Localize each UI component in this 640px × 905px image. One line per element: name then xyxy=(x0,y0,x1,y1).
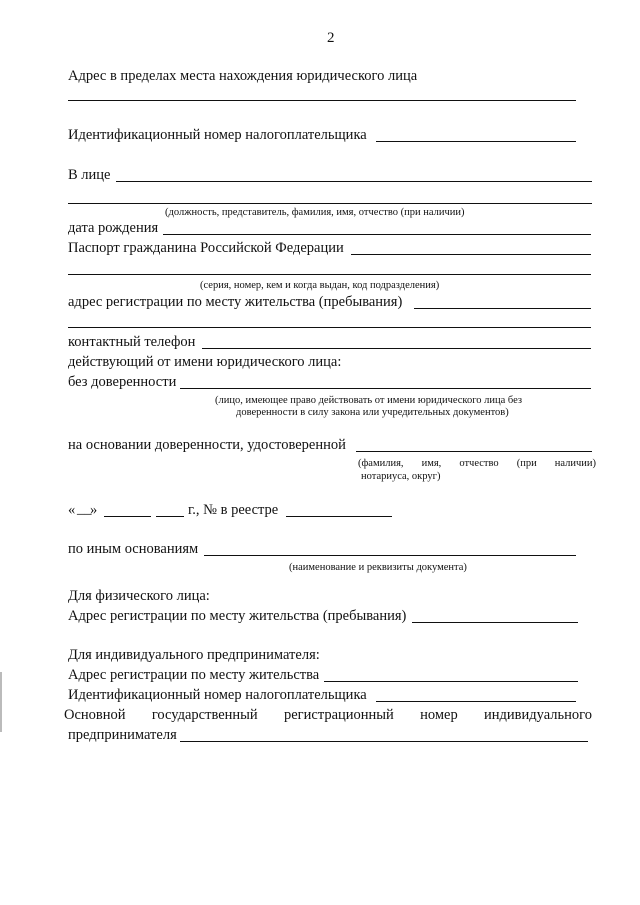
poa-registry-label: г., № в реестре xyxy=(188,502,279,518)
poa-date-open: « xyxy=(68,502,76,518)
legal-address-field[interactable] xyxy=(68,100,576,101)
page-number: 2 xyxy=(327,30,335,46)
poa-caption-line2: нотариуса, округ) xyxy=(361,471,441,482)
poa-date-year-field[interactable] xyxy=(156,516,184,517)
passport-label: Паспорт гражданина Российской Федерации xyxy=(68,240,344,256)
individual-heading: Для физического лица: xyxy=(68,588,210,604)
ogrnip-word: Основной xyxy=(64,707,126,723)
poa-caption-word: (фамилия, xyxy=(358,458,404,469)
poa-label: на основании доверенности, удостоверенной xyxy=(68,437,346,453)
in-person-field[interactable] xyxy=(116,181,592,182)
no-poa-caption-line1: (лицо, имеющее право действовать от имени юридического лица без xyxy=(215,395,523,406)
entrepreneur-address-field[interactable] xyxy=(324,681,578,682)
acting-label: действующий от имени юридического лица: xyxy=(68,354,342,370)
ogrnip-word: регистрационный xyxy=(283,707,394,723)
poa-caption-line1 xyxy=(358,457,596,470)
entrepreneur-inn-label: Идентификационный номер налогоплательщика xyxy=(68,687,367,703)
rep-address-label: адрес регистрации по месту жительства (пребывания) xyxy=(68,294,403,310)
inn-field[interactable] xyxy=(376,141,576,142)
entrepreneur-heading: Для индивидуального предпринимателя: xyxy=(68,647,320,663)
poa-registry-field[interactable] xyxy=(286,516,392,517)
in-person-field-line2[interactable] xyxy=(68,203,592,204)
entrepreneur-address-label: Адрес регистрации по месту жительства xyxy=(68,667,320,683)
poa-caption-word: (при xyxy=(516,458,537,469)
individual-address-label: Адрес регистрации по месту жительства (пребывания) xyxy=(68,608,407,624)
poa-caption-word: имя, xyxy=(421,458,442,469)
ogrnip-word: индивидуального xyxy=(484,707,592,723)
rep-address-field[interactable] xyxy=(414,308,591,309)
in-person-caption: (должность, представитель, фамилия, имя, отчество (при наличии) xyxy=(165,207,465,218)
no-poa-label: без доверенности xyxy=(68,374,177,390)
poa-date-close: » xyxy=(90,502,98,518)
ogrnip-label-line1 xyxy=(64,706,592,724)
poa-date-month-field[interactable] xyxy=(104,516,151,517)
poa-date-day-field[interactable]: __ xyxy=(77,501,92,517)
other-grounds-label: по иным основаниям xyxy=(68,541,199,557)
no-poa-caption-line2: доверенности в силу закона или учредительных документов) xyxy=(236,407,509,418)
birth-date-label: дата рождения xyxy=(68,220,159,236)
inn-label: Идентификационный номер налогоплательщика xyxy=(68,127,367,143)
other-grounds-caption: (наименование и реквизиты документа) xyxy=(289,562,467,573)
ogrnip-word: номер xyxy=(420,707,458,723)
birth-date-field[interactable] xyxy=(163,234,591,235)
ogrnip-word: государственный xyxy=(151,707,258,723)
individual-address-field[interactable] xyxy=(412,622,578,623)
passport-field[interactable] xyxy=(351,254,591,255)
passport-caption: (серия, номер, кем и когда выдан, код подразделения) xyxy=(200,280,440,291)
phone-label: контактный телефон xyxy=(68,334,196,350)
rep-address-field-line2[interactable] xyxy=(68,327,591,328)
phone-field[interactable] xyxy=(202,348,591,349)
legal-address-label: Адрес в пределах места нахождения юридического лица xyxy=(68,68,418,84)
poa-caption-word: отчество xyxy=(459,458,499,469)
ogrnip-field[interactable] xyxy=(180,741,588,742)
poa-notary-field[interactable] xyxy=(356,451,592,452)
ogrnip-label-line2: предпринимателя xyxy=(68,727,177,743)
poa-caption-word: наличии) xyxy=(554,458,596,469)
scan-edge-mark xyxy=(0,672,2,732)
other-grounds-field[interactable] xyxy=(204,555,576,556)
no-poa-field[interactable] xyxy=(180,388,591,389)
passport-field-line2[interactable] xyxy=(68,274,591,275)
entrepreneur-inn-field[interactable] xyxy=(376,701,576,702)
in-person-label: В лице xyxy=(68,167,111,183)
